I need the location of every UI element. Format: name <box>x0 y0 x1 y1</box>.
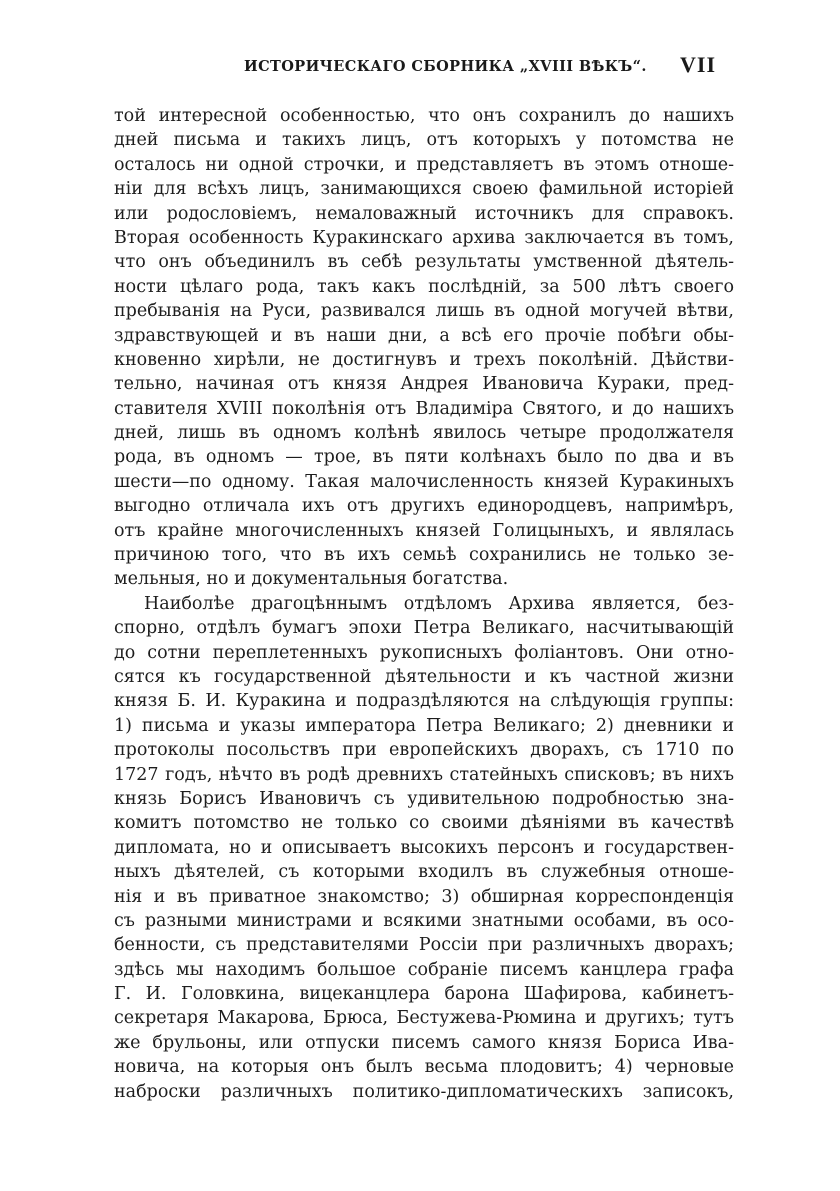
text-line: осталось ни одной строчки, и представляетъ въ этомъ отноше- <box>114 154 734 175</box>
text-line: 1) письма и указы императора Петра Великаго; 2) дневники и <box>114 715 734 736</box>
text-line: секретаря Макарова, Брюса, Бестужева-Рюмина и другихъ; тутъ <box>114 1008 734 1029</box>
text-line: или родословіемъ, немаловажный источникъ для справокъ. <box>114 203 734 224</box>
text-line: рода, въ одномъ — трое, въ пяти колѣнахъ было по два и въ <box>114 447 734 468</box>
text-line: же брульоны, или отпуски писемъ самого князя Бориса Ива- <box>114 1032 734 1053</box>
text-line: князь Борисъ Ивановичъ съ удивительною подробностью зна- <box>114 788 734 809</box>
text-line: что онъ объединилъ въ себѣ результаты умственной дѣятель- <box>114 252 734 273</box>
text-line: комитъ потомство не только со своими дѣяніями въ качествѣ <box>114 813 734 834</box>
text-line: дней, лишь въ одномъ колѣнѣ явилось четыре продолжателя <box>114 423 734 444</box>
running-title: ИСТОРИЧЕСКАГО СБОРНИКА „XVIII ВѢКЪ“. <box>244 58 647 75</box>
text-line: пребыванія на Руси, развивался лишь въ одной могучей вѣтви, <box>114 301 734 322</box>
text-line: здѣсь мы находимъ большое собраніе писемъ канцлера графа <box>114 959 734 980</box>
paragraph-start-line: Наиболѣе драгоцѣннымъ отдѣломъ Архива является, без- <box>144 593 734 614</box>
text-line: съ разными министрами и всякими знатными особами, въ осо- <box>114 910 734 931</box>
text-line: здравствующей и въ наши дни, а всѣ его прочіе побѣги обы- <box>114 325 734 346</box>
text-line: ніи для всѣхъ лицъ, занимающихся своею фамильной исторіей <box>114 179 734 200</box>
text-line: шести—по одному. Такая малочисленность князей Куракиныхъ <box>114 471 734 492</box>
text-line: наброски различныхъ политико-дипломатическихъ записокъ, <box>114 1081 734 1102</box>
paragraph-end-line: мельныя, но и документальныя богатства. <box>114 569 509 590</box>
text-line: отъ крайне многочисленныхъ князей Голицыныхъ, и являлась <box>114 520 734 541</box>
text-line: новича, на которыя онъ былъ весьма плодовитъ; 4) черновые <box>114 1057 734 1078</box>
text-line: нія и въ приватное знакомство; 3) обширная корреспонденція <box>114 886 734 907</box>
text-line: ности цѣлаго рода, такъ какъ послѣдній, за 500 лѣтъ своего <box>114 276 734 297</box>
text-line: протоколы посольствъ при европейскихъ дворахъ, съ 1710 по <box>114 740 734 761</box>
text-line: Вторая особенность Куракинскаго архива заключается въ томъ, <box>114 227 734 248</box>
text-line: выгодно отличала ихъ отъ другихъ единородцевъ, напримѣръ, <box>114 496 734 517</box>
text-line: тельно, начиная отъ князя Андрея Ивановича Кураки, пред- <box>114 374 734 395</box>
text-line: той интересной особенностью, что онъ сохранилъ до нашихъ <box>114 106 734 126</box>
text-line: Г. И. Головкина, вицеканцлера барона Шафирова, кабинетъ- <box>114 984 734 1005</box>
text-line: дней письма и такихъ лицъ, отъ которыхъ у потомства не <box>114 130 734 151</box>
text-line: ныхъ дѣятелей, съ которыми входилъ въ служебныя отноше- <box>114 862 734 883</box>
text-line: бенности, съ представителями Россіи при различныхъ дворахъ; <box>114 935 734 956</box>
text-line: кновенно хирѣли, не достигнувъ и трехъ поколѣній. Дѣйстви- <box>114 349 734 370</box>
body-text <box>114 104 734 1104</box>
page-number: VII <box>680 52 717 77</box>
text-line: ставителя XVIII поколѣнія отъ Владиміра Святого, и до нашихъ <box>114 398 734 419</box>
text-line: до сотни переплетенныхъ рукописныхъ фоліантовъ. Они отно- <box>114 642 734 663</box>
text-line: дипломата, но и описываетъ высокихъ персонъ и государствен- <box>114 837 734 858</box>
text-line: сятся къ государственной дѣятельности и къ частной жизни <box>114 666 734 687</box>
text-line: причиною того, что въ ихъ семьѣ сохранились не только зе- <box>114 545 734 566</box>
text-line: спорно, отдѣлъ бумагъ эпохи Петра Великаго, насчитывающій <box>114 618 734 639</box>
text-line: князя Б. И. Куракина и подраздѣляются на слѣдующія группы: <box>114 691 734 712</box>
text-line: 1727 годъ, нѣчто въ родѣ древнихъ статейныхъ списковъ; въ нихъ <box>114 764 734 785</box>
page-header <box>0 52 840 82</box>
